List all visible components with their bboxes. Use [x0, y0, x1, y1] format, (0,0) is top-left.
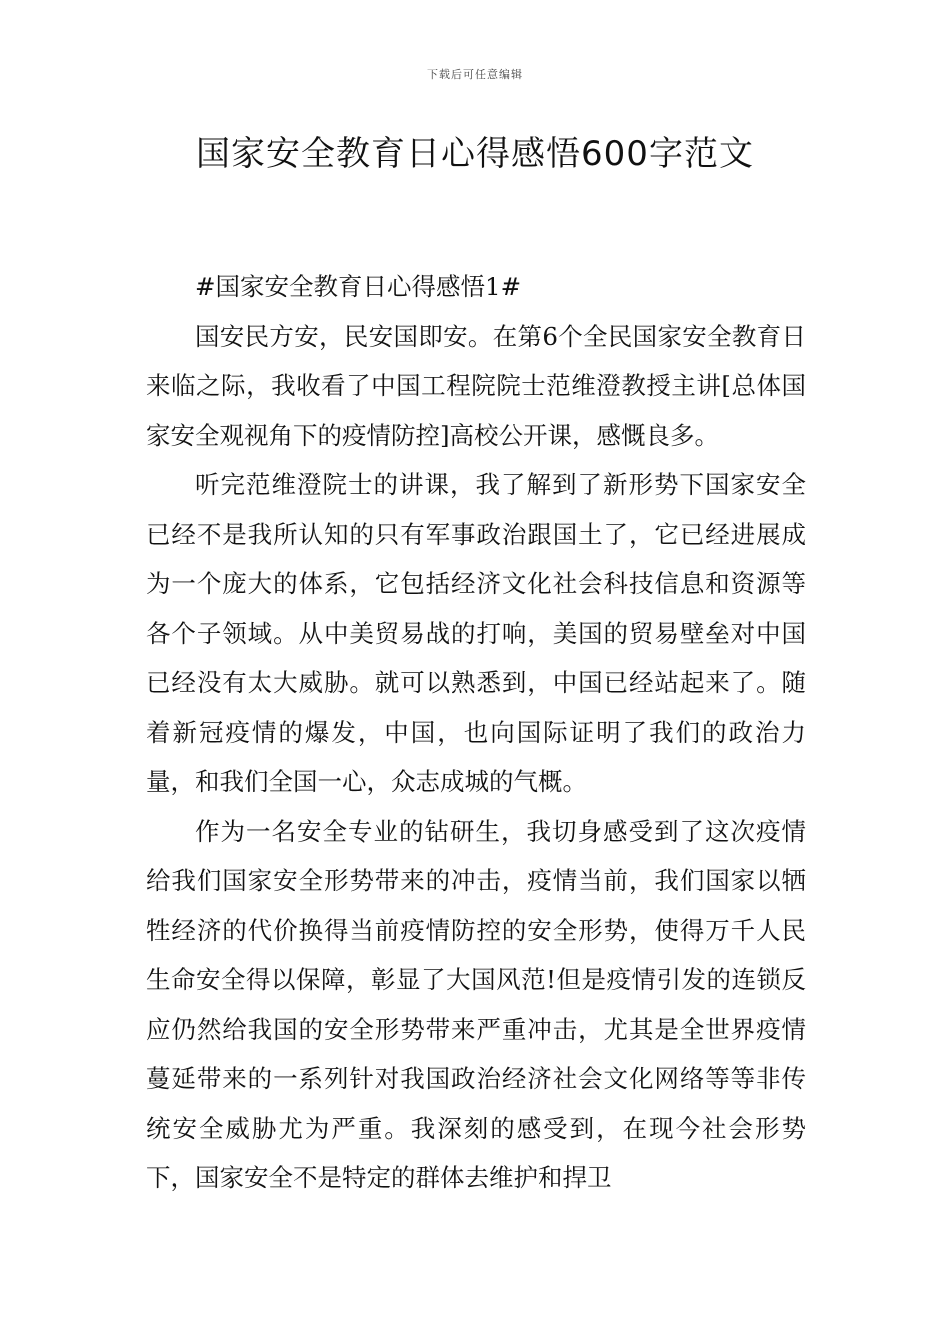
- document-title: 国家安全教育日心得感悟600字范文: [196, 134, 754, 174]
- header-note: 下载后可任意编辑: [427, 68, 523, 81]
- section-heading: #国家安全教育日心得感悟1#: [195, 272, 522, 301]
- paragraph: 听完范维澄院士的讲课，我了解到了新形势下国家安全已经不是我所认知的只有军事政治跟国土了，它已经进展成为一个庞大的体系，它包括经济文化社会科技信息和资源等各个子领域。从中美贸易战的打响，美国的贸易壁垒对中国已经没有太大威胁。就可以熟悉到，中国已经站起来了。随着新冠疫情的爆发，中国，也向国际证明了我们的政治力量，和我们全国一心，众志成城的气概。: [146, 470, 806, 796]
- document-body: [146, 262, 806, 1203]
- paragraph: 作为一名安全专业的钻研生，我切身感受到了这次疫情给我们国家安全形势带来的冲击，疫情当前，我们国家以牺牲经济的代价换得当前疫情防控的安全形势，使得万千人民生命安全得以保障，彰显了大国风范!但是疫情引发的连锁反应仍然给我国的安全形势带来严重冲击，尤其是全世界疫情蔓延带来的一系列针对我国政治经济社会文化网络等等非传统安全威胁尤为严重。我深刻的感受到，在现今社会形势下，国家安全不是特定的群体去维护和捍卫: [146, 816, 806, 1192]
- paragraph: 国安民方安，民安国即安。在第6个全民国家安全教育日来临之际，我收看了中国工程院院士范维澄教授主讲[总体国家安全观视角下的疫情防控]高校公开课，感慨良多。: [146, 321, 806, 450]
